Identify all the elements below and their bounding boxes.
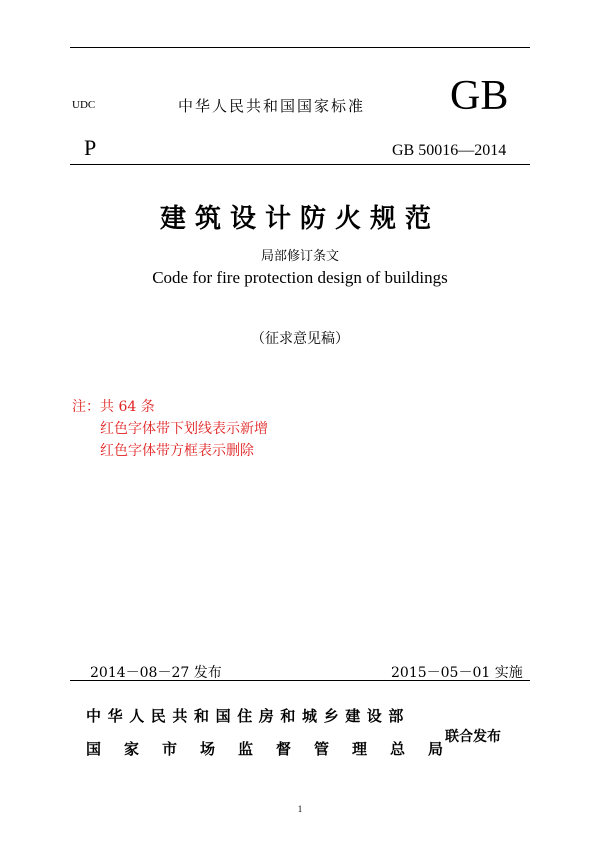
- draft-status: （征求意见稿）: [251, 331, 349, 347]
- footer-rule: [70, 680, 530, 681]
- joint-issue-label: 联合发布: [445, 729, 501, 745]
- standard-number: GB 50016—2014: [392, 142, 507, 159]
- category-letter: P: [84, 135, 97, 160]
- note-deleted-legend: 红色字体带方框表示删除: [100, 443, 254, 459]
- implementation-date: 2015－05－01 实施: [391, 665, 523, 681]
- issuer-ministry: 中华人民共和国住房和城乡建设部: [86, 707, 411, 725]
- page-number: 1: [297, 804, 303, 814]
- national-standard-label: 中华人民共和国国家标准: [178, 97, 366, 115]
- document-subtitle: 局部修订条文: [260, 249, 339, 264]
- english-title: Code for fire protection design of buildings: [152, 268, 448, 287]
- issue-date: 2014－08－27 发布: [90, 665, 222, 681]
- document-title: 建筑设计防火规范: [159, 204, 440, 234]
- issuer-administration: 国家市场监督管理总局: [86, 740, 467, 758]
- header-rule: [70, 164, 530, 165]
- note-count: 注：共 64 条: [72, 399, 155, 415]
- note-added-legend: 红色字体带下划线表示新增: [100, 421, 268, 437]
- top-rule: [70, 47, 530, 48]
- udc-label: UDC: [72, 99, 96, 111]
- gb-logo: GB: [450, 73, 509, 119]
